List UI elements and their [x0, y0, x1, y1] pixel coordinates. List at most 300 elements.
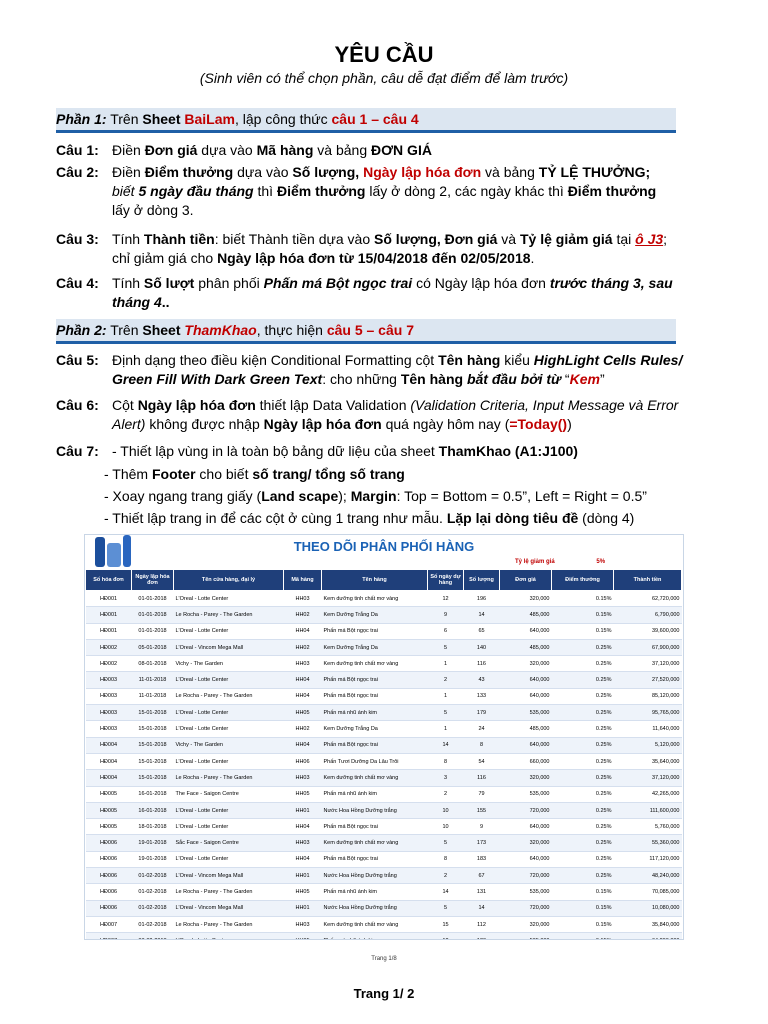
q7-label: Câu 7: [56, 443, 99, 459]
table-cell: 320,000 [500, 770, 552, 786]
table-cell: 12 [428, 591, 464, 607]
table-cell: 535,000 [500, 705, 552, 721]
table-cell: L'Oreal - Vincom Mega Mall [174, 900, 284, 916]
table-cell: 19-01-2018 [132, 835, 174, 851]
table-cell: 5 [428, 705, 464, 721]
table-cell: 485,000 [500, 721, 552, 737]
question-4 [56, 274, 696, 312]
table-cell: HH04 [284, 819, 322, 835]
table-cell: Le Rocha - Parey - The Garden [174, 916, 284, 932]
table-row [86, 916, 682, 932]
table-cell [464, 933, 500, 940]
question-1 [56, 141, 696, 160]
column-header: Tên cửa hàng, đại lý [174, 570, 284, 591]
table-cell: 62,720,000 [614, 591, 682, 607]
table-cell: Le Rocha - Parey - The Garden [174, 770, 284, 786]
part1-label: Phần 1: [56, 111, 107, 127]
table-cell: 640,000 [500, 737, 552, 753]
distribution-table [85, 569, 682, 940]
table-cell: HĐ002 [86, 639, 132, 655]
q7c-t3: (dòng 4) [578, 510, 635, 526]
table-row [86, 786, 682, 802]
table-cell: HĐ001 [86, 607, 132, 623]
part1-sheet: Sheet [142, 111, 185, 127]
table-cell: 15-01-2018 [132, 705, 174, 721]
q5-t2: Tên hàng [438, 352, 501, 368]
q6-t6: Ngày lập hóa đơn [263, 416, 382, 432]
table-cell: 0.25% [552, 868, 614, 884]
sheet-title: THEO DÕI PHÂN PHỐI HÀNG [293, 539, 475, 554]
table-cell [284, 933, 322, 940]
table-cell: HH05 [284, 884, 322, 900]
table-cell: HĐ001 [86, 591, 132, 607]
table-cell: HĐ006 [86, 835, 132, 851]
q5-t11: ” [599, 371, 605, 387]
q7-item-orientation [104, 487, 647, 506]
table-cell: HH03 [284, 656, 322, 672]
table-cell: L'Oreal - Lotte Center [174, 705, 284, 721]
table-cell: 0.25% [552, 753, 614, 769]
table-cell: 11-01-2018 [132, 688, 174, 704]
table-cell: HĐ002 [86, 656, 132, 672]
q4-t7: .. [161, 294, 170, 310]
table-row [86, 721, 682, 737]
part2-header [56, 319, 676, 344]
table-cell: 2 [428, 868, 464, 884]
table-row [86, 868, 682, 884]
table-cell: HĐ004 [86, 753, 132, 769]
table-cell: 67 [464, 868, 500, 884]
q2-t6: và bảng [481, 164, 539, 180]
table-cell: 0.25% [552, 737, 614, 753]
table-cell: HĐ005 [86, 819, 132, 835]
table-cell: Kem dưỡng tinh chất mơ vàng [322, 591, 428, 607]
table-cell: 0.15% [552, 623, 614, 639]
table-cell: 16-01-2018 [132, 802, 174, 818]
column-header: Đơn giá [500, 570, 552, 591]
table-cell: 67,900,000 [614, 639, 682, 655]
q5-t5: : cho những [322, 371, 401, 387]
discount-label: Tỷ lệ giảm giá [515, 559, 555, 565]
q3-t4: Số lượng, Đơn giá [374, 231, 498, 247]
table-cell: HH01 [284, 802, 322, 818]
table-row [86, 672, 682, 688]
q2-t8: biết [112, 183, 139, 199]
table-cell: HH03 [284, 835, 322, 851]
q2-label: Câu 2: [56, 164, 99, 180]
table-cell: 48,240,000 [614, 868, 682, 884]
table-cell: HH04 [284, 672, 322, 688]
table-cell: 640,000 [500, 672, 552, 688]
table-cell: 0.15% [552, 884, 614, 900]
table-row [86, 705, 682, 721]
table-cell: HH04 [284, 737, 322, 753]
table-cell: HH01 [284, 868, 322, 884]
table-cell [132, 933, 174, 940]
q2-t7: TỶ LỆ THƯỞNG; [538, 164, 651, 180]
table-row [86, 884, 682, 900]
table-cell: 24 [464, 721, 500, 737]
table-cell: Kem dưỡng tinh chất mơ vàng [322, 656, 428, 672]
table-cell: HĐ006 [86, 884, 132, 900]
table-cell: 179 [464, 705, 500, 721]
table-cell: HH02 [284, 721, 322, 737]
table-cell: 0.15% [552, 900, 614, 916]
table-cell: 14 [428, 884, 464, 900]
table-cell: 37,120,000 [614, 770, 682, 786]
table-cell: HĐ003 [86, 672, 132, 688]
table-row [86, 607, 682, 623]
table-cell: 2 [428, 786, 464, 802]
question-6 [56, 396, 696, 434]
table-cell: L'Oreal - Lotte Center [174, 672, 284, 688]
table-cell: 6,790,000 [614, 607, 682, 623]
table-cell: 0.25% [552, 819, 614, 835]
q1-t1: Điền [112, 142, 145, 158]
table-cell: 131 [464, 884, 500, 900]
question-5 [56, 351, 696, 389]
table-cell: 55,360,000 [614, 835, 682, 851]
column-header: Thành tiền [614, 570, 682, 591]
q1-t3: dựa vào [197, 142, 257, 158]
table-cell: 5 [428, 900, 464, 916]
table-cell: 3 [428, 770, 464, 786]
table-cell: 01-01-2018 [132, 591, 174, 607]
table-cell [322, 933, 428, 940]
table-cell: Phấn má nhũ ánh kim [322, 786, 428, 802]
q6-t8: =Today() [509, 416, 568, 432]
table-cell: 8 [428, 753, 464, 769]
q6-t1: Cột [112, 397, 138, 413]
table-cell: 0.15% [552, 591, 614, 607]
q3-t7: tại [612, 231, 636, 247]
table-cell: HĐ006 [86, 900, 132, 916]
column-header: Tên hàng [322, 570, 428, 591]
table-cell: 18-01-2018 [132, 819, 174, 835]
table-cell: 0.25% [552, 705, 614, 721]
table-cell: HH03 [284, 916, 322, 932]
table-cell: 6 [428, 623, 464, 639]
table-cell: L'Oreal - Lotte Center [174, 753, 284, 769]
part2-label: Phần 2: [56, 322, 107, 338]
page-footer: Trang 1/ 2 [353, 986, 415, 1001]
table-cell: HH03 [284, 591, 322, 607]
q7b-t1: - Xoay ngang trang giấy ( [104, 488, 262, 504]
table-cell: 535,000 [500, 884, 552, 900]
q5-t9: “ [561, 371, 570, 387]
q5-t3: kiểu [500, 352, 534, 368]
table-cell: HĐ003 [86, 688, 132, 704]
table-cell: HH03 [284, 770, 322, 786]
question-2 [56, 163, 696, 220]
q5-t4: HighLight Cells Rules/ Green Fill With Dark Green Text [112, 352, 683, 387]
table-cell: 01-01-2018 [132, 623, 174, 639]
q4-t6: trước tháng 3, sau tháng 4 [112, 275, 673, 310]
table-cell: Le Rocha - Parey - The Garden [174, 688, 284, 704]
part1-header [56, 108, 676, 133]
q3-t8: ô J3 [635, 231, 664, 247]
q4-label: Câu 4: [56, 275, 99, 291]
q3-t10: chỉ giảm giá cho [112, 250, 218, 266]
sheet-page-footer: Trang 1/8 [371, 956, 397, 962]
table-cell: 0.25% [552, 639, 614, 655]
table-cell: 0.25% [552, 802, 614, 818]
q2-t2: Điểm thưởng [144, 164, 234, 180]
table-cell: HH06 [284, 753, 322, 769]
table-cell: Le Rocha - Parey - The Garden [174, 884, 284, 900]
table-cell: 183 [464, 851, 500, 867]
table-cell: HH05 [284, 705, 322, 721]
q3-t3: : biết Thành tiền dựa vào [214, 231, 375, 247]
q2-t11: Điểm thưởng [276, 183, 366, 199]
table-cell: 0.25% [552, 721, 614, 737]
table-cell: 1 [428, 656, 464, 672]
q1-t6: ĐƠN GIÁ [371, 142, 432, 158]
q4-t3: phân phối [194, 275, 264, 291]
column-header: Số hóa đơn [86, 570, 132, 591]
table-row [86, 591, 682, 607]
table-cell: The Face - Saigon Centre [174, 786, 284, 802]
table-cell: 35,640,000 [614, 753, 682, 769]
q4-t2: Số lượt [143, 275, 195, 291]
table-cell: 116 [464, 770, 500, 786]
q7a-t4: số trang/ tổng số trang [252, 466, 405, 482]
q2-t5: Ngày lập hóa đơn [363, 164, 482, 180]
q6-t3: thiết lập Data Validation [255, 397, 411, 413]
q2-t4: Số lượng, [292, 164, 364, 180]
table-cell: Phấn Tươi Dưỡng Da Lâu Trôi [322, 753, 428, 769]
table-cell: 640,000 [500, 819, 552, 835]
table-cell: HĐ005 [86, 802, 132, 818]
table-cell: L'Oreal - Lotte Center [174, 819, 284, 835]
table-row [86, 851, 682, 867]
table-cell: 140 [464, 639, 500, 655]
table-cell: 01-02-2018 [132, 868, 174, 884]
table-cell: Phấn má nhũ ánh kim [322, 884, 428, 900]
table-cell [552, 933, 614, 940]
table-cell: 0.25% [552, 688, 614, 704]
table-cell: 117,120,000 [614, 851, 682, 867]
q6-t5: không được nhập [145, 416, 264, 432]
q1-t2: Đơn giá [144, 142, 198, 158]
q7-t2: ThamKhao (A1:J100) [438, 443, 578, 459]
table-cell: 10 [428, 819, 464, 835]
q7a-t2: Footer [151, 466, 196, 482]
table-cell: Le Rocha - Parey - The Garden [174, 607, 284, 623]
table-cell: HĐ001 [86, 623, 132, 639]
q7b-t5: : Top = Bottom = 0.5”, Left = Right = 0.5” [396, 488, 647, 504]
table-cell: L'Oreal - Vincom Mega Mall [174, 639, 284, 655]
table-cell: 720,000 [500, 900, 552, 916]
q1-label: Câu 1: [56, 142, 99, 158]
table-cell: 485,000 [500, 607, 552, 623]
part2-sheet-name: ThamKhao [184, 322, 257, 338]
q7c-t2: Lặp lại dòng tiêu đề [446, 510, 579, 526]
table-cell: L'Oreal - Lotte Center [174, 591, 284, 607]
q2-t9: 5 ngày đầu tháng [138, 183, 254, 199]
table-cell: 01-02-2018 [132, 884, 174, 900]
table-cell: 08-01-2018 [132, 656, 174, 672]
table-cell: 15-01-2018 [132, 770, 174, 786]
q2-t12: lấy ở dòng 2, các ngày khác thì [365, 183, 568, 199]
column-header: Số ngày dự hàng [428, 570, 464, 591]
table-cell: 15-01-2018 [132, 721, 174, 737]
q4-t4: Phấn má Bột ngọc trai [263, 275, 413, 291]
table-cell: Kem dưỡng tinh chất mơ vàng [322, 916, 428, 932]
table-cell: HH05 [284, 786, 322, 802]
table-cell: 660,000 [500, 753, 552, 769]
table-cell: 485,000 [500, 639, 552, 655]
table-cell: 0.25% [552, 851, 614, 867]
discount-rate [515, 559, 605, 565]
table-row [86, 802, 682, 818]
table-cell [614, 933, 682, 940]
table-row [86, 623, 682, 639]
table-cell: Sắc Face - Saigon Centre [174, 835, 284, 851]
table-cell: HĐ006 [86, 851, 132, 867]
table-cell: 173 [464, 835, 500, 851]
table-cell: L'Oreal - Lotte Center [174, 851, 284, 867]
q2-t3: dựa vào [233, 164, 293, 180]
table-cell: 320,000 [500, 656, 552, 672]
q6-t7: quá ngày hôm nay ( [381, 416, 510, 432]
table-row [86, 656, 682, 672]
table-cell: Phấn má Bột ngọc trai [322, 737, 428, 753]
table-cell: 1 [428, 688, 464, 704]
table-row [86, 753, 682, 769]
table-cell: Vichy - The Garden [174, 737, 284, 753]
table-cell: 8 [464, 737, 500, 753]
table-cell: Phấn má Bột ngọc trai [322, 623, 428, 639]
table-cell: 95,765,000 [614, 705, 682, 721]
table-cell: Kem dưỡng tinh chất mơ vàng [322, 835, 428, 851]
table-cell: 11,640,000 [614, 721, 682, 737]
q7-item-print-layout [104, 509, 634, 528]
table-cell: HH02 [284, 607, 322, 623]
table-cell: L'Oreal - Lotte Center [174, 721, 284, 737]
column-header: Điểm thưởng [552, 570, 614, 591]
table-row [86, 639, 682, 655]
page-title: YÊU CẦU [334, 42, 434, 67]
table-cell: L'Oreal - Vincom Mega Mall [174, 868, 284, 884]
q3-t11: Ngày lập hóa đơn từ 15/04/2018 đến 02/05/2018 [217, 250, 531, 266]
table-cell: 15-01-2018 [132, 753, 174, 769]
q6-t4: (Validation Criteria, Input Message và Error Alert) [112, 397, 679, 432]
table-cell: 0.25% [552, 656, 614, 672]
q7-item-footer [104, 465, 405, 484]
part2-text2: , thực hiện [256, 322, 327, 338]
part1-range: câu 1 – câu 4 [331, 111, 419, 127]
table-cell: Phấn má nhũ ánh kim [322, 705, 428, 721]
table-cell: HĐ004 [86, 737, 132, 753]
part2-text: Trên [106, 322, 143, 338]
table-cell: 10,080,000 [614, 900, 682, 916]
table-cell: 720,000 [500, 868, 552, 884]
column-header: Ngày lập hóa đơn [132, 570, 174, 591]
question-3 [56, 230, 696, 268]
table-cell: Kem Dưỡng Trắng Da [322, 721, 428, 737]
table-cell: 70,085,000 [614, 884, 682, 900]
table-cell: L'Oreal - Lotte Center [174, 802, 284, 818]
part2-sheet: Sheet [142, 322, 185, 338]
q5-t10: Kem [569, 371, 600, 387]
table-cell: 0.15% [552, 607, 614, 623]
q6-t2: Ngày lập hóa đơn [137, 397, 256, 413]
table-cell: Phấn má Bột ngọc trai [322, 819, 428, 835]
table-row [86, 819, 682, 835]
table-cell: 111,600,000 [614, 802, 682, 818]
table-cell: 54 [464, 753, 500, 769]
table-cell: Nước Hoa Hồng Dưỡng trắng [322, 900, 428, 916]
q6-label: Câu 6: [56, 397, 99, 413]
q7a-t3: cho biết [195, 466, 253, 482]
table-cell: 15-01-2018 [132, 737, 174, 753]
q3-t5: và [497, 231, 520, 247]
q5-label: Câu 5: [56, 352, 99, 368]
table-cell: Phấn má Bột ngọc trai [322, 688, 428, 704]
table-cell: 14 [464, 607, 500, 623]
table-cell: 155 [464, 802, 500, 818]
table-cell: 05-01-2018 [132, 639, 174, 655]
page-subtitle: (Sinh viên có thể chọn phần, câu dễ đạt điểm để làm trước) [199, 70, 569, 86]
table-cell: 640,000 [500, 623, 552, 639]
q3-t12: . [530, 250, 535, 266]
table-cell: 320,000 [500, 835, 552, 851]
table-cell: 0.25% [552, 770, 614, 786]
table-cell: HĐ006 [86, 868, 132, 884]
table-cell: HĐ003 [86, 705, 132, 721]
table-cell: L'Oreal - Lotte Center [174, 623, 284, 639]
table-cell: 112 [464, 916, 500, 932]
sheet-preview [84, 534, 684, 940]
table-cell: 320,000 [500, 591, 552, 607]
table-cell: 640,000 [500, 688, 552, 704]
q7b-t2: Land scape [261, 488, 339, 504]
table-cell: 196 [464, 591, 500, 607]
q5-t1: Định dạng theo điều kiện Conditional Formatting cột [112, 352, 439, 368]
table-cell: 5 [428, 639, 464, 655]
q5-t8: bắt đầu bởi từ [466, 371, 562, 387]
q2-t14: lấy ở dòng 3. [112, 202, 194, 218]
table-cell: HĐ007 [86, 916, 132, 932]
table-cell: 1 [428, 721, 464, 737]
table-cell: 01-02-2018 [132, 916, 174, 932]
table-cell: 79 [464, 786, 500, 802]
table-cell: 5 [428, 835, 464, 851]
table-cell: HĐ004 [86, 770, 132, 786]
table-cell: 42,265,000 [614, 786, 682, 802]
part1-sheet-name: BaiLam [184, 111, 235, 127]
q7b-t4: Margin [350, 488, 397, 504]
q2-t13: Điểm thưởng [567, 183, 657, 199]
table-cell: 8 [428, 851, 464, 867]
question-7 [56, 442, 696, 461]
table-cell: 5,760,000 [614, 819, 682, 835]
q3-label: Câu 3: [56, 231, 99, 247]
q3-t6: Tỷ lệ giảm giá [519, 231, 613, 247]
table-cell: 37,120,000 [614, 656, 682, 672]
part1-text2: , lập công thức [234, 111, 332, 127]
table-row [86, 688, 682, 704]
table-cell: Kem Dưỡng Trắng Da [322, 607, 428, 623]
table-cell: 01-01-2018 [132, 607, 174, 623]
table-cell: 27,520,000 [614, 672, 682, 688]
q7b-t3: ); [338, 488, 351, 504]
table-cell [86, 933, 132, 940]
table-cell: 0.25% [552, 672, 614, 688]
table-row [86, 900, 682, 916]
table-cell: 39,600,000 [614, 623, 682, 639]
